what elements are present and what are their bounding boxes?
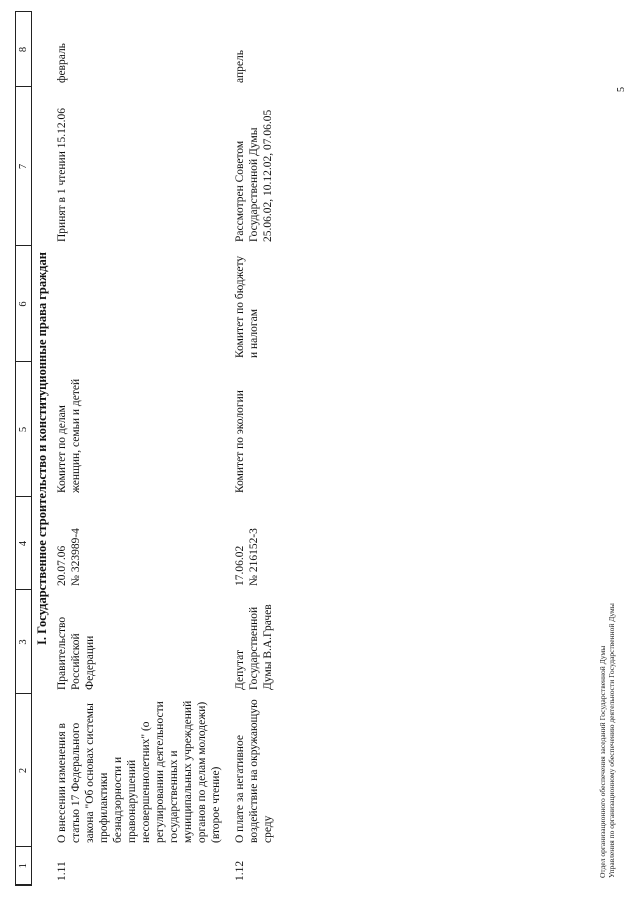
footer-department: Отдел организационного обеспечения заседаний Государственной Думы <box>598 645 607 878</box>
section-title: I. Государственное строительство и конституционные права граждан <box>35 252 49 645</box>
co-executor-committee: Комитет по бюджету и налогам <box>234 255 260 358</box>
column-number: 4 <box>16 497 32 590</box>
row-number: 1.12 <box>234 860 246 881</box>
page-footer <box>598 603 616 878</box>
registration-cell <box>53 497 225 590</box>
responsible-committee: Комитет по делам женщин, семьи и детей <box>56 378 82 493</box>
responsible-committee: Комитет по экологии <box>234 390 246 493</box>
planned-month: февраль <box>56 43 68 83</box>
column-number: 2 <box>16 694 32 847</box>
planned-month: апрель <box>234 50 246 83</box>
row-number: 1.11 <box>56 861 68 881</box>
legislation-plan-table <box>15 12 277 887</box>
column-number: 3 <box>16 590 32 694</box>
co-executor-committee <box>53 246 225 362</box>
column-number: 5 <box>16 362 32 497</box>
footer-directorate: Управления по организационному обеспечению деятельности Государственной Думы <box>607 603 616 878</box>
column-number: 6 <box>16 246 32 362</box>
bill-status: Рассмотрен Советом Государственной Думы 25.06.02, 10.12.02, 07.06.05 <box>234 109 274 242</box>
section-row <box>32 12 54 885</box>
bill-initiator: Депутат Государственной Думы В.А.Грачев <box>234 604 274 690</box>
bill-initiator: Правительство Российской Федерации <box>56 616 96 690</box>
registration-date: 20.07.06 <box>56 545 68 586</box>
registration-number: № 216152-3 <box>248 528 260 586</box>
table-row <box>225 12 277 885</box>
page-number: 5 <box>616 87 627 92</box>
column-number: 7 <box>16 87 32 246</box>
bill-title: О внесении изменения в статью 17 Федерального закона "Об основах системы профилактики безнадзорности и правонарушений несовершеннолетних" (о регулировании деятельности государственных и муниципальных учреждений органов по делам молодежи) (второе чтение) <box>56 700 222 843</box>
bill-title: О плате за негативное воздействие на окружающую среду <box>234 699 274 843</box>
registration-cell <box>225 497 277 590</box>
registration-number: № 323989-4 <box>70 528 82 586</box>
table-row <box>53 12 225 885</box>
registration-date: 17.06.02 <box>234 545 246 586</box>
column-number: 1 <box>16 847 32 885</box>
column-number-row <box>16 12 32 885</box>
column-number: 8 <box>16 12 32 87</box>
bill-status: Принят в 1 чтении 15.12.06 <box>56 108 68 242</box>
